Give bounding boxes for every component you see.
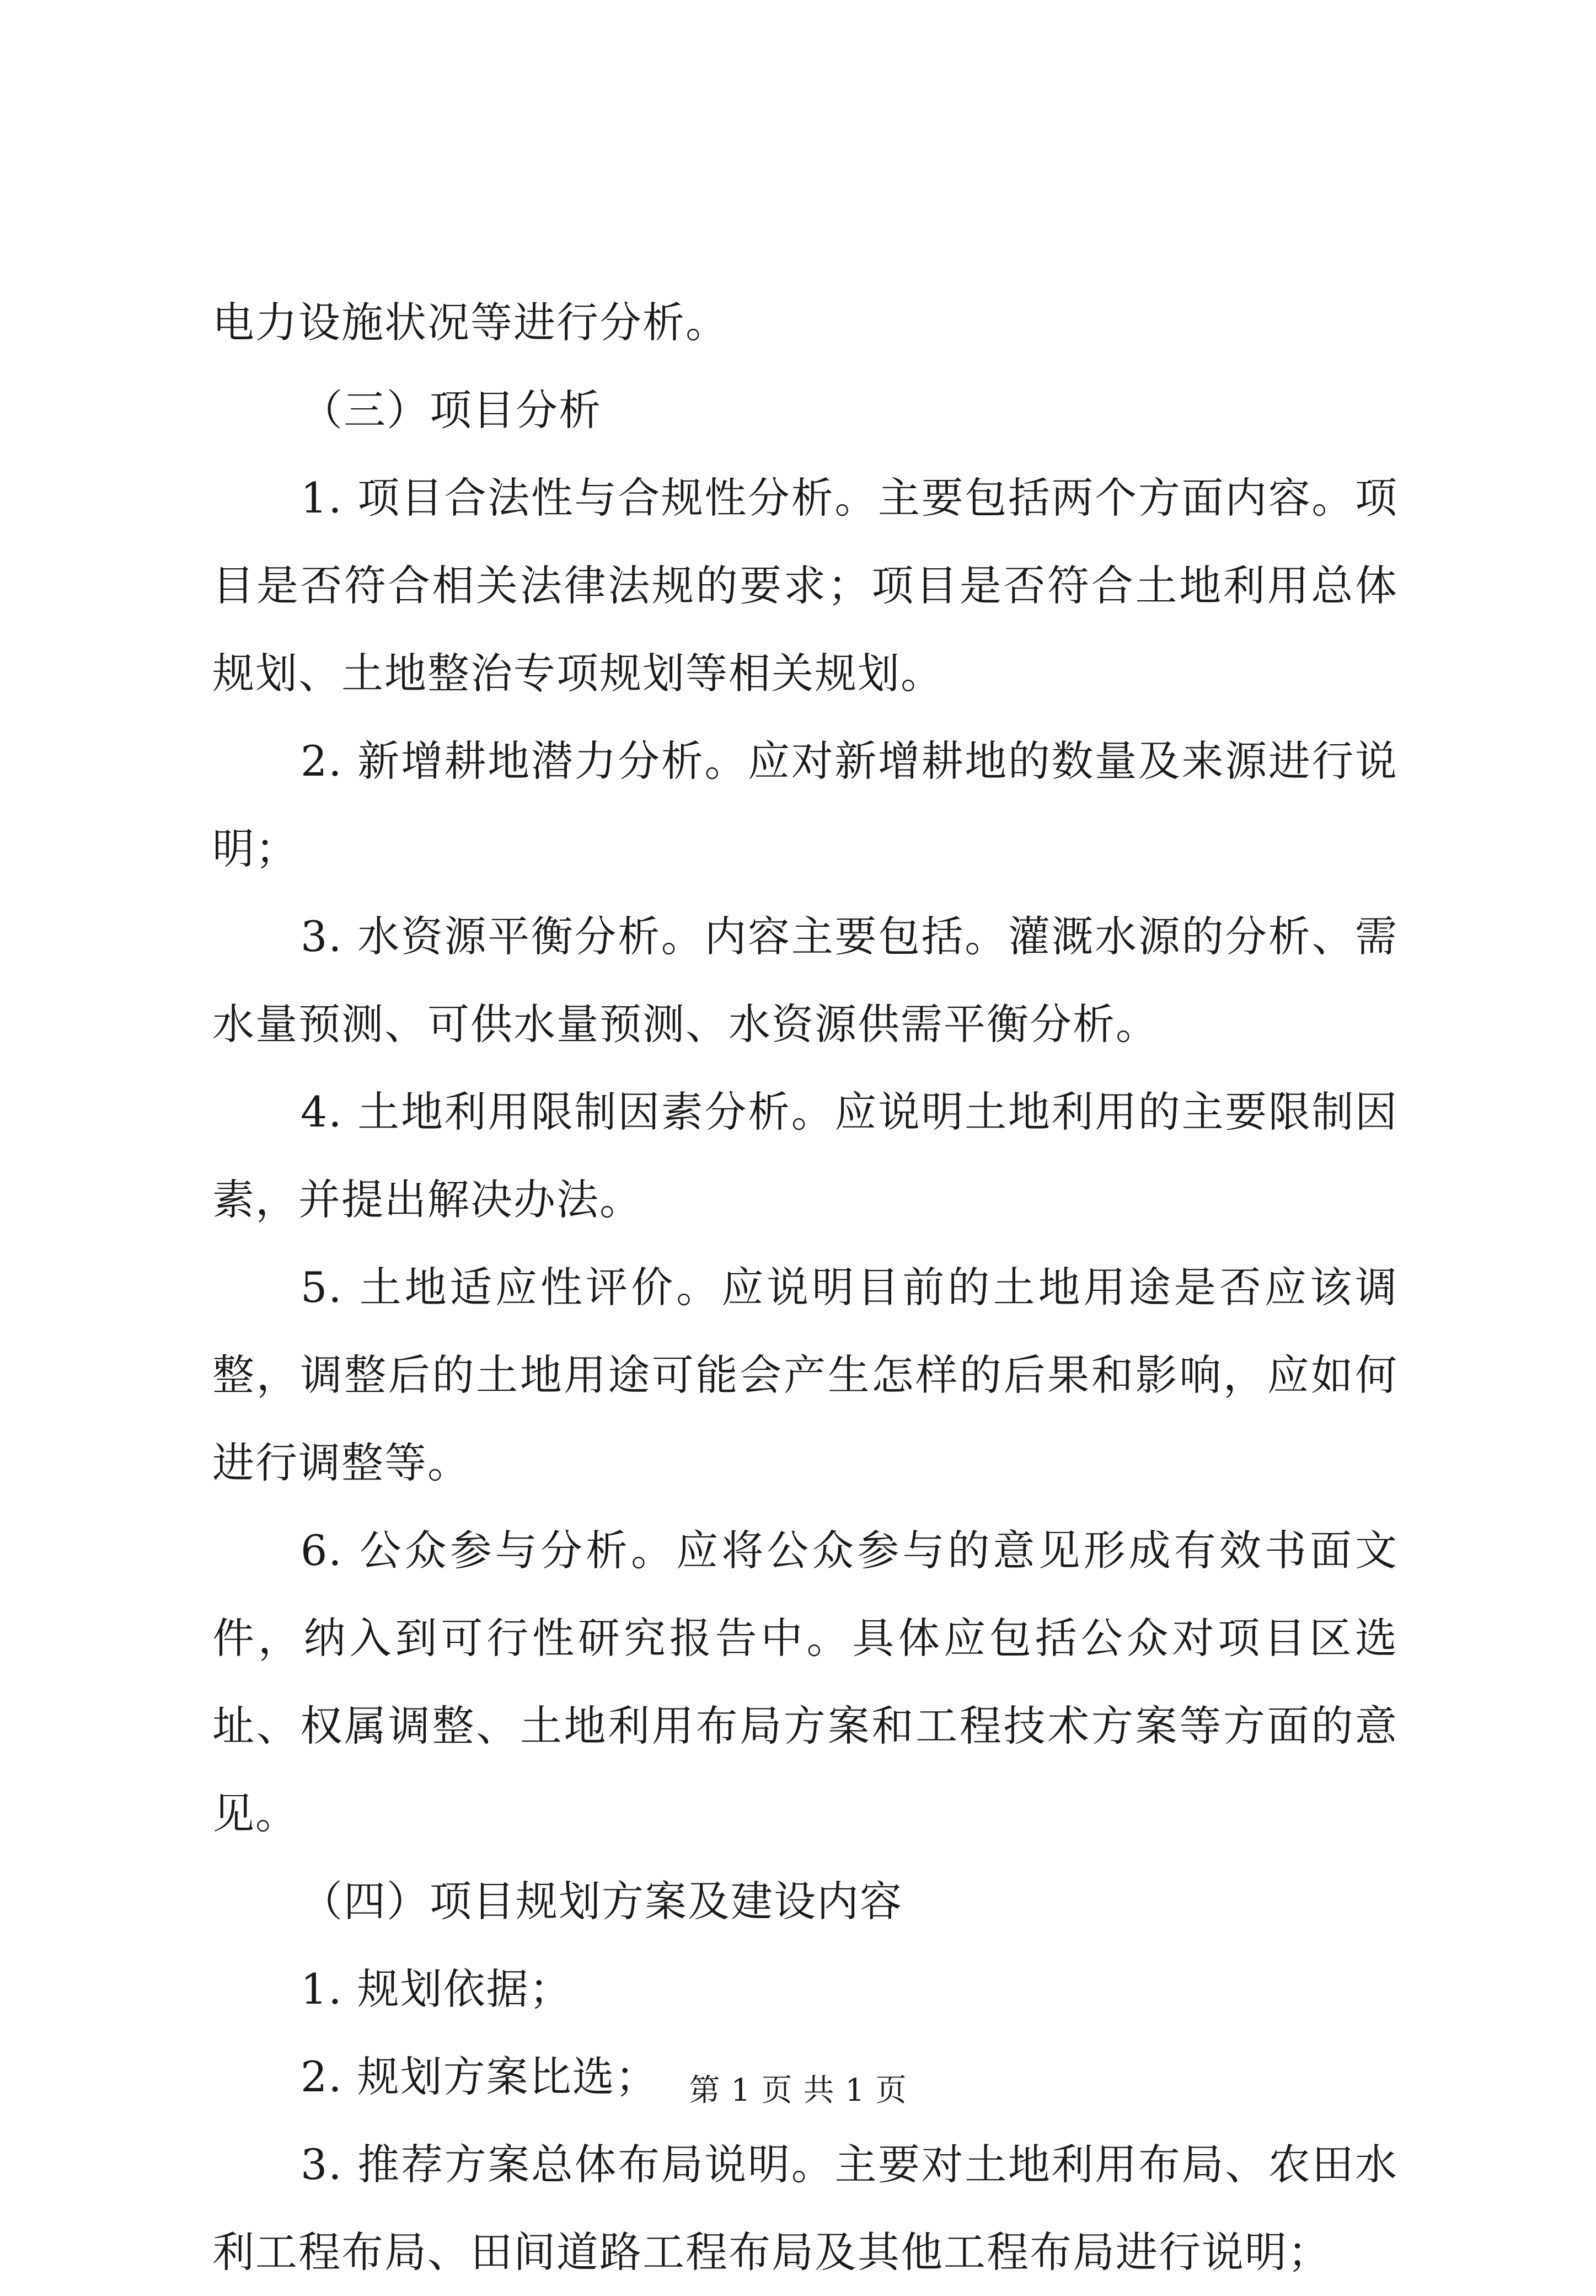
body-paragraph: 3. 推荐方案总体布局说明。主要对土地利用布局、农田水利工程布局、田间道路工程布局及其他工程布局进行说明；	[212, 2140, 1398, 2277]
section-heading-planning-scheme: （四）项目规划方案及建设内容	[301, 1877, 903, 1926]
body-paragraph: 电力设施状况等进行分析。	[212, 298, 729, 347]
section-heading-project-analysis: （三）项目分析	[301, 386, 602, 435]
document-body	[212, 279, 1398, 2296]
body-paragraph: 2. 规划方案比选；	[301, 2052, 658, 2101]
body-paragraph: 5. 土地适应性评价。应说明目前的土地用途是否应该调整，调整后的土地用途可能会产生怎样的后果和影响，应如何进行调整等。	[212, 1263, 1398, 1487]
body-paragraph: 4. 土地利用限制因素分析。应说明土地利用的主要限制因素，并提出解决办法。	[212, 1087, 1398, 1224]
page-footer: 第 1 页 共 1 页	[689, 2073, 907, 2108]
body-paragraph: 1. 规划依据；	[301, 1964, 572, 2014]
body-paragraph: 3. 水资源平衡分析。内容主要包括。灌溉水源的分析、需水量预测、可供水量预测、水资源供需平衡分析。	[212, 912, 1398, 1049]
body-paragraph: 2. 新增耕地潜力分析。应对新增耕地的数量及来源进行说明；	[212, 736, 1398, 873]
body-paragraph: 6. 公众参与分析。应将公众参与的意见形成有效书面文件，纳入到可行性研究报告中。具体应包括公众对项目区选址、权属调整、土地利用布局方案和工程技术方案等方面的意见。	[212, 1526, 1398, 1838]
body-paragraph: 1. 项目合法性与合规性分析。主要包括两个方面内容。项目是否符合相关法律法规的要求；项目是否符合土地利用总体规划、土地整治专项规划等相关规划。	[212, 473, 1398, 698]
